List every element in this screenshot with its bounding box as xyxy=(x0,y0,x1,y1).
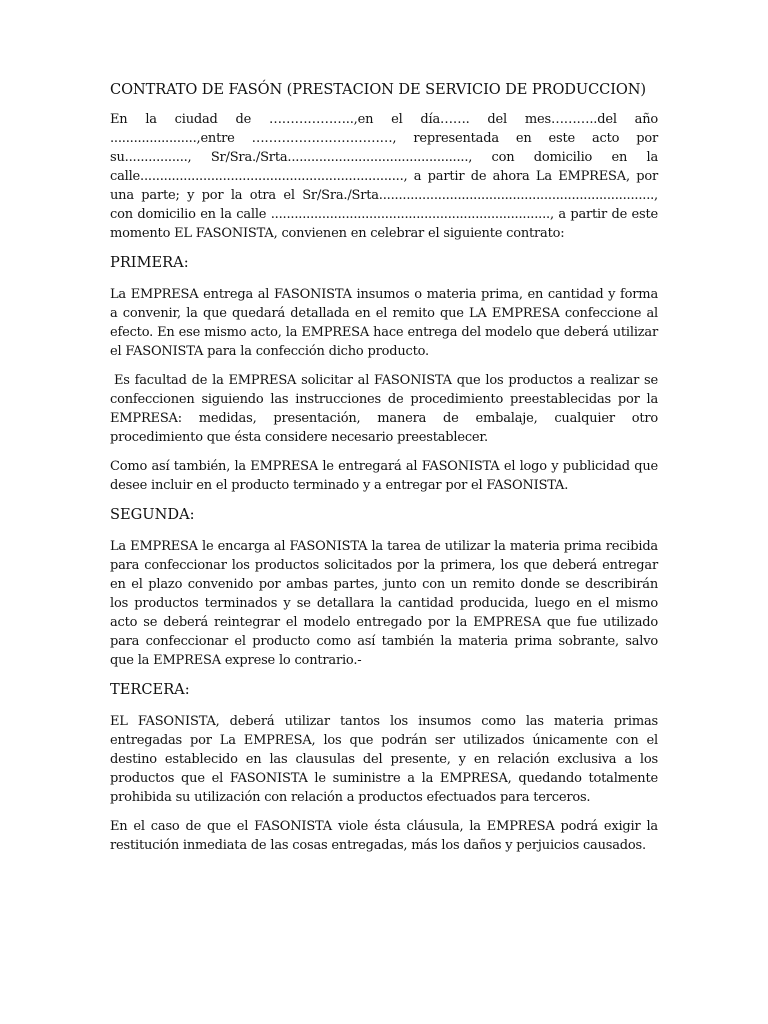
document-page xyxy=(110,80,658,865)
intro-paragraph: En la ciudad de ………………..,en el día……. del mes………..del año ......................,entre ……………………………, representada en este acto por su................, Sr/Sra./Srta.............................................., con domicilio en la calle..................................................................., a partir de ahora La EMPRESA, por una parte; y por la otra el Sr/Sra./Srta......................................................................, con domicilio en la calle ......................................................................., a partir de este momento EL FASONISTA, convienen en celebrar el siguiente contrato: xyxy=(110,112,658,241)
clause-heading-primera: PRIMERA: xyxy=(110,254,189,271)
clause-primera-paragraph-1: La EMPRESA entrega al FASONISTA insumos o materia prima, en cantidad y forma a convenir, la que quedará detallada en el remito que LA EMPRESA confeccione al efecto. En ese mismo acto, la EMPRESA hace entrega del modelo que deberá utilizar el FASONISTA para la confección dicho producto. xyxy=(110,287,658,359)
clause-primera-paragraph-3: Como así también, la EMPRESA le entregará al FASONISTA el logo y publicidad que desee incluir en el producto terminado y a entregar por el FASONISTA. xyxy=(110,459,658,493)
clause-heading-segunda: SEGUNDA: xyxy=(110,506,195,523)
clause-tercera-paragraph-1: EL FASONISTA, deberá utilizar tantos los insumos como las materia primas entregadas por La EMPRESA, los que podrán ser utilizados únicamente con el destino establecido en las clausulas del presente, y en relación exclusiva a los productos que el FASONISTA le suministre a la EMPRESA, quedando totalmente prohibida su utilización con relación a productos efectuados para terceros. xyxy=(110,714,658,805)
clause-tercera-paragraph-2: En el caso de que el FASONISTA viole ésta cláusula, la EMPRESA podrá exigir la restitución inmediata de las cosas entregadas, más los daños y perjuicios causados. xyxy=(110,819,658,853)
document-title: CONTRATO DE FASÓN (PRESTACION DE SERVICIO DE PRODUCCION) xyxy=(110,81,647,98)
clause-heading-tercera: TERCERA: xyxy=(110,681,190,698)
clause-primera-paragraph-2: Es facultad de la EMPRESA solicitar al FASONISTA que los productos a realizar se confeccionen siguiendo las instrucciones de procedimiento preestablecidas por la EMPRESA: medidas, presentación, manera de embalaje, cualquier otro procedimiento que ésta considere necesario preestablecer. xyxy=(110,373,658,445)
clause-segunda-paragraph-1: La EMPRESA le encarga al FASONISTA la tarea de utilizar la materia prima recibida para confeccionar los productos solicitados por la primera, los que deberá entregar en el plazo convenido por ambas partes, junto con un remito donde se describirán los productos terminados y se detallara la cantidad producida, luego en el mismo acto se deberá reintegrar el modelo entregado por la EMPRESA que fue utilizado para confeccionar el producto como así también la materia prima sobrante, salvo que la EMPRESA exprese lo contrario.- xyxy=(110,539,658,668)
